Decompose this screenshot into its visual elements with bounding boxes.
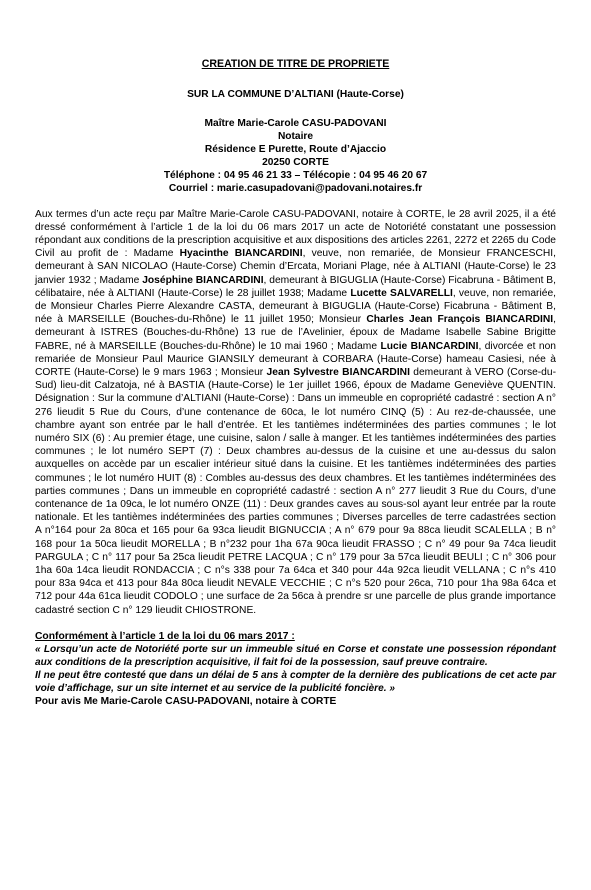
notice-title: CREATION DE TITRE DE PROPRIETE <box>201 58 390 70</box>
person-name-1: Hyacinthe BIANCARDINI <box>179 248 303 260</box>
person-name-4: Charles Jean François BIANCARDINI <box>366 314 554 326</box>
person-name-3: Lucette SALVARELLI <box>350 287 453 299</box>
notice-subtitle: SUR LA COMMUNE D’ALTIANI (Haute-Corse) <box>187 89 404 100</box>
person-name-5: Lucie BIANCARDINI <box>380 340 479 352</box>
notary-role: Notaire <box>277 131 314 143</box>
body-text-4: , veuve, non remariée, de Monsieur Charles Pierre Alexandre CASTA, demeurant à BIGUGLIA (Haute-Corse) Ficabruna - Bâtiment B, née à MARSEILLE (Bouches-du-Rhône) le 11 juillet 1950; Monsieur <box>35 287 556 326</box>
person-name-2: Joséphine BIANCARDINI <box>142 274 264 286</box>
legal-quote-2: Il ne peut être contesté que dans un délai de 5 ans à compter de la dernière des publications de cet acte par voie d’affichage, sur un site internet et au service de la publicité foncière. » <box>35 670 556 695</box>
body-text-1: Aux termes d’un acte reçu par Maître Marie-Carole CASU-PADOVANI, notaire à CORTE, le 28 avril 2025, il a été dressé conformément à l’article 1 de la loi du 06 mars 2017 un acte de Notoriété constatant une possession répondant aux conditions de la prescription acquisitive et aux dispositions des articles 2261, 2272 et 2265 du Code Civil au profit de : Madame <box>35 208 556 260</box>
signature-line: Pour avis Me Marie-Carole CASU-PADOVANI, notaire à CORTE <box>35 696 337 708</box>
notary-email: Courriel : marie.casupadovani@padovani.notaires.fr <box>168 183 423 195</box>
legal-heading: Conformément à l’article 1 de la loi du 06 mars 2017 : <box>35 630 295 642</box>
body-text-7: demeurant à VERO (Corse-du-Sud) lieu-dit Calzatoja, né à BASTIA (Haute-Corse) le 1er juillet 1966, époux de Madame Geneviève QUENTIN. Désignation : Sur la commune d’ALTIANI (Haute-Corse) : Dans un immeuble en copropriété cadastré : section A n° 276 lieudit 5 Rue du Cours, d’une contenance de 60ca, le lot numéro CINQ (5) : Au rez-de-chaussée, une chambre ayant son entrée par le hall d’entrée. Et les tantièmes indéterminées des parties communes ; le lot numéro SIX (6) : Au premier étage, une cuisine, salon / salle à manger. Et les tantièmes indéterminées des parties communes ; le lot numéro SEPT (7) : Deux chambres au-dessus de la cuisine et une au-dessus du salon auxquelles on accède par un escalier intérieur situé dans la cuisine. Et les tantièmes indéterminées des parties communes ; le lot numéro HUIT (8) : Combles au-dessus des deux chambres. Et les tantièmes indéterminées des parties communes ; Dans un immeuble en copropriété cadastré : section A n° 277 lieudit 3 Rue du Cours, d’une contenance de 1a 09ca, le lot numéro ONZE (11) : Deux grandes caves au sous-sol ayant leur entrée par la route nationale. Et les tantièmes indéterminées des parties communes ; Diverses parcelles de terre cadastrées section A n°164 pour 2a 80ca et 165 pour 6a 93ca lieudit BIGNUCCIA ; A n° 679 pour 9a 88ca lieudit SCALELLA ; B n° 168 pour 1a 50ca lieudit MORELLA ; B n°232 pour 1ha 67a 90ca lieudit FRASSO ; C n° 49 pour 9a 74ca lieudit PARGULA ; C n° 117 pour 5a 25ca lieudit PETRE LACQUA ; C n° 179 pour 3a 57ca lieudit BEULI ; C n° 306 pour 1ha 60a 14ca lieudit RONDACCIA ; C n°s 338 pour 7a 64ca et 340 pour 44a 92ca lieudit VELLANA ; C n°s 410 pour 83a 94ca et 413 pour 84a 80ca lieudit NEVALE VECCHIE ; C n°s 520 pour 26ca, 710 pour 1ha 98a 64ca et 712 pour 44a 61ca lieudit CODOLO ; une surface de 2a 56ca à prendre sr une parcelle de plus grande importance cadastré section C n° 129 lieudit CHIOSTRONE. <box>35 367 556 616</box>
notary-city: 20250 CORTE <box>262 157 329 169</box>
body-text-2: , veuve, non remariée, de Monsieur FRANCESCHI, demeurant à SAN NICOLAO (Haute-Corse) Chemin d’Ercata, Moriani Plage, née à ALTIANI (Haute-Corse) le 23 janvier 1932 ; Madame <box>35 248 556 286</box>
notary-address: Résidence E Purette, Route d’Ajaccio <box>204 144 387 156</box>
notary-phone: Téléphone : 04 95 46 21 33 – Télécopie : 04 95 46 20 67 <box>163 170 428 182</box>
notice-body <box>35 208 556 617</box>
body-text-6: , divorcée et non remariée de Monsieur Paul Maurice GIANSILY demeurant à CORBARA (Haute-Corse) hameau Casiesi, née à CORTE (Haute-Corse) le 9 mars 1963 ; Monsieur <box>35 340 556 378</box>
body-text-3: , demeurant à BIGUGLIA (Haute-Corse) Ficabruna - Bâtiment B, célibataire, née à ALTIANI (Haute-Corse) le 28 juillet 1938; Madame <box>35 274 556 299</box>
notary-name: Maître Marie-Carole CASU-PADOVANI <box>204 118 387 129</box>
notary-block <box>35 117 556 196</box>
legal-quote-1: « Lorsqu’un acte de Notoriété porte sur un immeuble situé en Corse et constate une possession répondant aux conditions de la prescription acquisitive, il fait foi de la possession, sauf preuve contraire. <box>35 643 556 668</box>
legal-notice-page <box>35 58 556 708</box>
person-name-6: Jean Sylvestre BIANCARDINI <box>266 367 410 378</box>
body-text-5: , demeurant à ISTRES (Bouches-du-Rhône) 13 rue de l’Avelinier, époux de Madame Isabelle Sabine Brigitte FABRE, né à MARSEILLE (Bouches-du-Rhône) le 10 mai 1960 ; Madame <box>35 314 556 352</box>
